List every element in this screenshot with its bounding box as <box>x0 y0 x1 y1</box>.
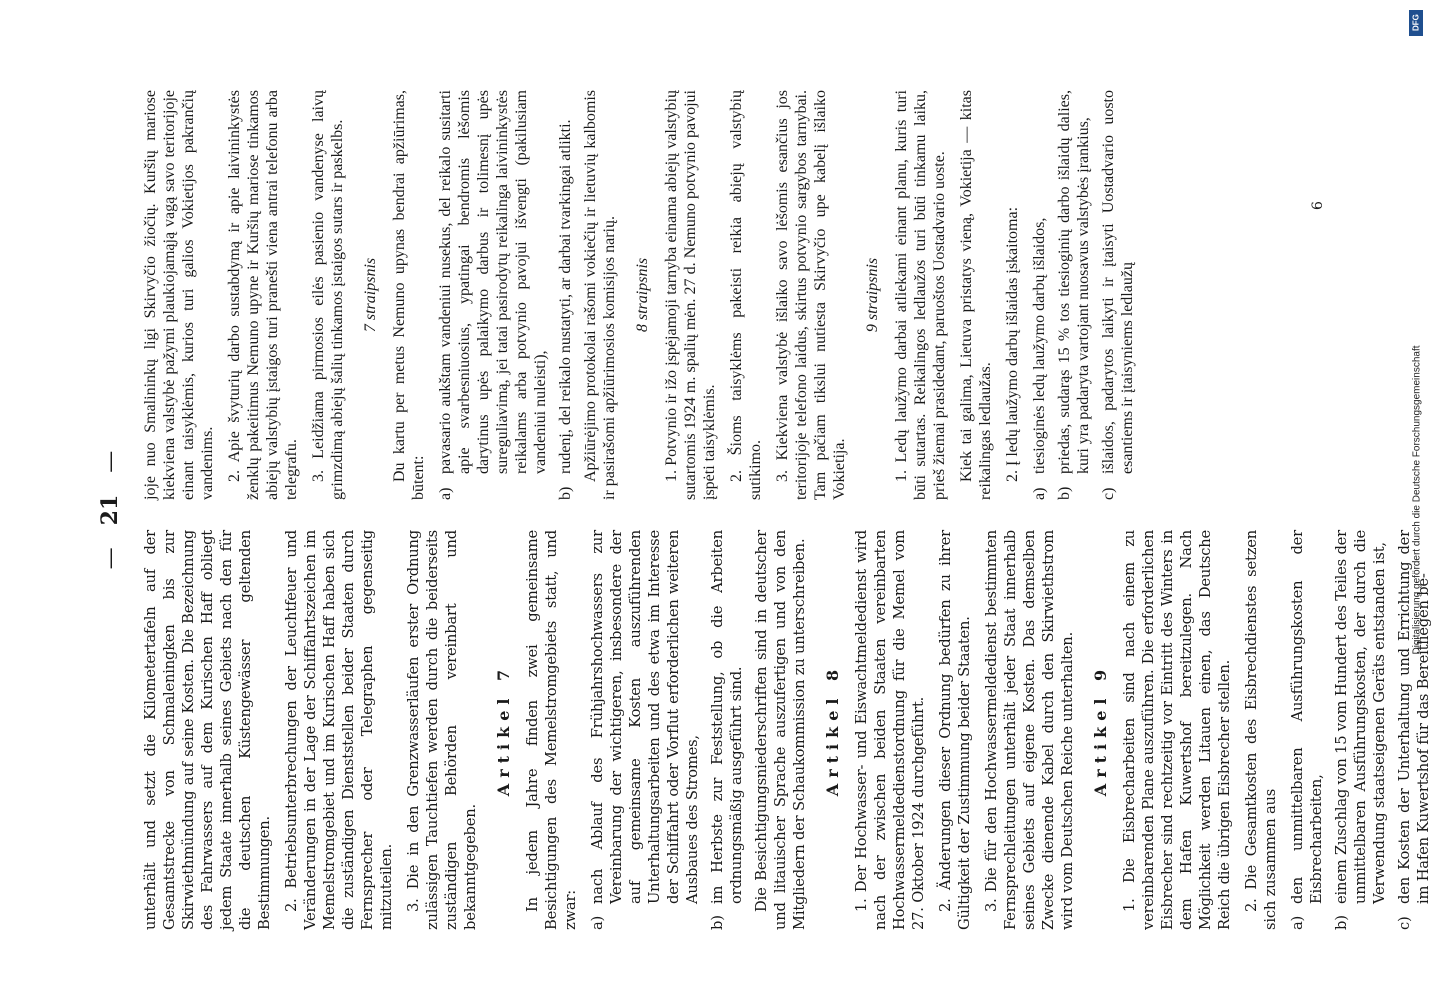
lithuanian-article-7-heading: 7 straipsnis <box>362 257 379 333</box>
item-text: den Kosten der Unterhaltung und Errichtung der im Hafen Kuwertshof für das Bereitliegen be- <box>1396 530 1432 904</box>
lithuanian-article-8-p1: 1. Potvynio ir ižo įspėjamoji tarnyba einama abiejų valstybių sutartomis 1924 m. spalių mėn. 27 d. Nemuno potvynio pavojui įspėti taisyklėmis. <box>663 90 718 500</box>
german-article-8-p3: 3. Die für den Hochwassermeldedienst bestimmten Fernsprechleitungen unterhält jeder Staat innerhalb seines Gebiets auf eigene Kosten. Das demselben Zwecke dienende Kabel durch den Skirwiethstrom wird vom Deutschen Reiche unterhalten. <box>983 530 1076 930</box>
item-label: c) <box>1396 916 1413 930</box>
item-label: b) <box>557 486 574 500</box>
lithuanian-article-8-heading: 8 straipsnis <box>634 257 651 333</box>
german-article-7-item-a <box>588 530 702 930</box>
item-text: rudenį, del reikalo nustatyti, ar darbai tvarkingai atlikti. <box>557 119 574 474</box>
lithuanian-article-9-p1b: Kiek tai galima, Lietuva pristatys vieną, Vokietija — kitas reikalingas ledlaužas. <box>958 90 994 500</box>
page-number: 21 <box>97 494 123 526</box>
german-article-7-closing: Die Besichtigungsniederschriften sind in deutscher und litauischer Sprache auszufertigen und von den Mitgliedern der Schaukommission zu unterschreiben. <box>753 530 808 930</box>
german-article-8-p1: 1. Der Hochwasser- und Eiswachtmeldedienst wird nach der zwischen beiden Staaten vereinbarten Hochwassermeldedienstordnung für die Memel vom 27. Oktober 1924 durchgeführt. <box>853 530 927 930</box>
item-label: c) <box>1100 487 1117 500</box>
item-label: a) <box>1031 487 1048 500</box>
item-text: nach Ablauf des Frühjahrshochwassers zur Vereinbarung der wichtigeren, insbesondere der auf gemeinsame Kosten auszuführenden Unterhaltungsarbeiten und des etwa im Interesse der Schiffahrt oder Vorflut erforderlichen weiteren Ausbaues des Stromes, <box>589 530 701 904</box>
lithuanian-article-7-item-a <box>436 90 550 500</box>
item-text: tiesioginės ledų laužymo darbų išlaidos, <box>1031 217 1048 474</box>
lithuanian-article-7-closing: Apžiūrėjimo protokolai rašomi vokiečių ir lietuvių kalbomis ir pasirašomi apžiūrimosios komisijos narių. <box>582 90 618 500</box>
german-article-9-p2: 2. Die Gesamtkosten des Eisbrechdienstes setzen sich zusammen aus <box>1243 530 1279 930</box>
german-article-8-heading: Artikel 8 <box>823 663 842 797</box>
lithuanian-article-7-intro: Du kartu per metus Nemuno upynas bendrai apžiūrimas, būtent: <box>391 90 427 500</box>
lithuanian-article-9-item-a <box>1030 90 1049 500</box>
digitization-credit <box>1406 0 1428 1000</box>
german-paragraph-2: 2. Betriebsunterbrechungen der Leuchtfeuer und Veränderungen in der Lage der Schiffahrtszeichen im Memelstromgebiet und im Kurischen Haff haben sich die zuständigen Dienststellen beider Staaten durch Fernsprecher oder Telegraphen gegenseitig mitzuteilen. <box>283 530 395 930</box>
item-text: einem Zuschlag von 15 vom Hundert des Teiles der unmittelbaren Ausführungskosten, der durch die Verwendung staatseigenen Geräts entstanden ist, <box>1333 530 1388 904</box>
dfg-logo: DFG <box>1409 10 1423 36</box>
lithuanian-article-9-item-b <box>1055 90 1093 500</box>
item-text: pavasario aukštam vandeniui nusekus, del reikalo susitarti apie svarbesniuosius, ypatingai bendromis lėšomis darytinus upės palaikymo darbus ir tolimesnį upės sureguliavimą, jei tatai pasirodytų reikalinga laivininkystės reikalams arba potvynio pavojui išvengti (pakilusiam vandeniui nuleisti), <box>437 90 549 474</box>
lithuanian-intro: joje nuo Smalininkų ligi Skirvyčio žiočių. Kuršių mariose kiekviena valstybė pažymi plaukiojamąją vagą savo teritorijoje einant taisyklėmis, kurios turi galios Vokietijos pakrančių vandenims. <box>142 90 216 500</box>
german-article-9-heading: Artikel 9 <box>1091 663 1110 797</box>
page-header <box>85 90 135 930</box>
footer-page-marker: 6 <box>1310 201 1326 210</box>
lithuanian-article-7-item-b <box>556 90 575 500</box>
lithuanian-article-9-p1: 1. Ledų laužymo darbai atliekami einant planu, kuris turi būti sutartas. Reikalingos ledlaužos turi būti tinkamu laiku, prieš žiemai prasidedant, paruoštos Uostadvario uoste. <box>893 90 948 500</box>
german-intro: unterhält und setzt die Kilometertafeln auf der Gesamtstrecke von Schmaleningken bis zur Skirwiethmündung auf seine Kosten. Die Bezeichnung des Fahrwassers auf dem Kurischen Haff obliegt jedem Staate innerhalb seines Gebiets nach den für die deutschen Küstengewässer geltenden Bestimmungen. <box>142 530 273 930</box>
item-label: a) <box>437 487 454 500</box>
german-article-8-p2: 2. Änderungen dieser Ordnung bedürfen zu ihrer Gültigkeit der Zustimmung beider Staaten. <box>937 530 973 930</box>
item-text: im Herbste zur Feststellung, ob die Arbeiten ordnungsmäßig ausgeführt sind. <box>709 530 745 904</box>
lithuanian-article-8-p2: 2. Šioms taisyklėms pakeisti reikia abiejų valstybių sutikimo. <box>728 90 764 500</box>
lithuanian-paragraph-3: 3. Leidžiama pirmosios eilės pasienio vandenyse laivų grimzdimą abiejų šalių tinkamos įstaigos sutars ir paskelbs. <box>310 90 346 500</box>
header-dash-left: — <box>97 547 123 570</box>
german-article-9-p1: 1. Die Eisbrecharbeiten sind nach einem zu vereinbarenden Plane auszuführen. Die erforderlichen Eisbrecher sind rechtzeitig vor Eintritt des Winters in dem Hafen Kuwertshof bereitzulegen. Nach Möglichkeit werden Litauen einen, das Deutsche Reich die übrigen Eisbrecher stellen. <box>1121 530 1233 930</box>
lithuanian-column <box>141 90 1143 500</box>
credit-text: Digitalisierung gefördert durch die Deutsche Forschungsgemeinschaft <box>1411 345 1423 655</box>
item-label: b) <box>1056 486 1073 500</box>
item-label: b) <box>709 915 726 930</box>
lithuanian-article-9-item-c <box>1099 90 1137 500</box>
german-article-9-item-a <box>1288 530 1326 930</box>
lithuanian-article-9-p2: 2. Į ledų laužymo darbų išlaidas įskaitoma: <box>1004 206 1021 482</box>
german-article-7-intro: In jedem Jahre finden zwei gemeinsame Besichtigungen des Memelstromgebiets statt, und zwar: <box>524 530 579 930</box>
item-text: išlaidos, padarytos laikyti ir įtaisyti Uostadvario uosto esantiems ir įtaisyniems ledlaužų <box>1100 90 1136 474</box>
german-column <box>141 530 1434 930</box>
item-text: priedas, sudarąs 15 % tos tiesioginių darbo išlaidų dalies, kuri yra padaryta vartojant nuosavus valstybės įrankius, <box>1056 90 1092 474</box>
lithuanian-article-9-heading: 9 straipsnis <box>864 257 881 333</box>
german-article-7-item-b <box>708 530 746 930</box>
header-dash-right: — <box>97 450 123 473</box>
german-article-7-heading: Artikel 7 <box>494 663 513 797</box>
item-text: den unmittelbaren Ausführungskosten der Eisbrecharbeiten, <box>1289 530 1325 904</box>
german-paragraph-3: 3. Die in den Grenzwasserläufen erster Ordnung zulässigen Tauchtiefen werden durch die beiderseits zuständigen Behörden vereinbart und bekanntgegeben. <box>405 530 479 930</box>
lithuanian-article-8-p3: 3. Kiekviena valstybė išlaiko savo lėšomis esančius jos teritorijoje telefono laidus, skirtus potvynio sargybos tarnybai. Tam pačiam tikslui nutiesta Skirvyčio upe kabelį išlaiko Vokietija. <box>774 90 848 500</box>
item-label: a) <box>589 915 606 930</box>
lithuanian-paragraph-2: 2. Apie švyturių darbo sustabdymą ir apie laivininkystės ženklų pakeitimus Nemuno upyne ir Kuršių mariose tinkamos abiejų valstybių įstaigos turi pranešti viena antrai telefonu arba telegrafu. <box>226 90 300 500</box>
item-label: a) <box>1289 915 1306 930</box>
german-article-9-item-b <box>1332 530 1389 930</box>
item-label: b) <box>1333 915 1350 930</box>
